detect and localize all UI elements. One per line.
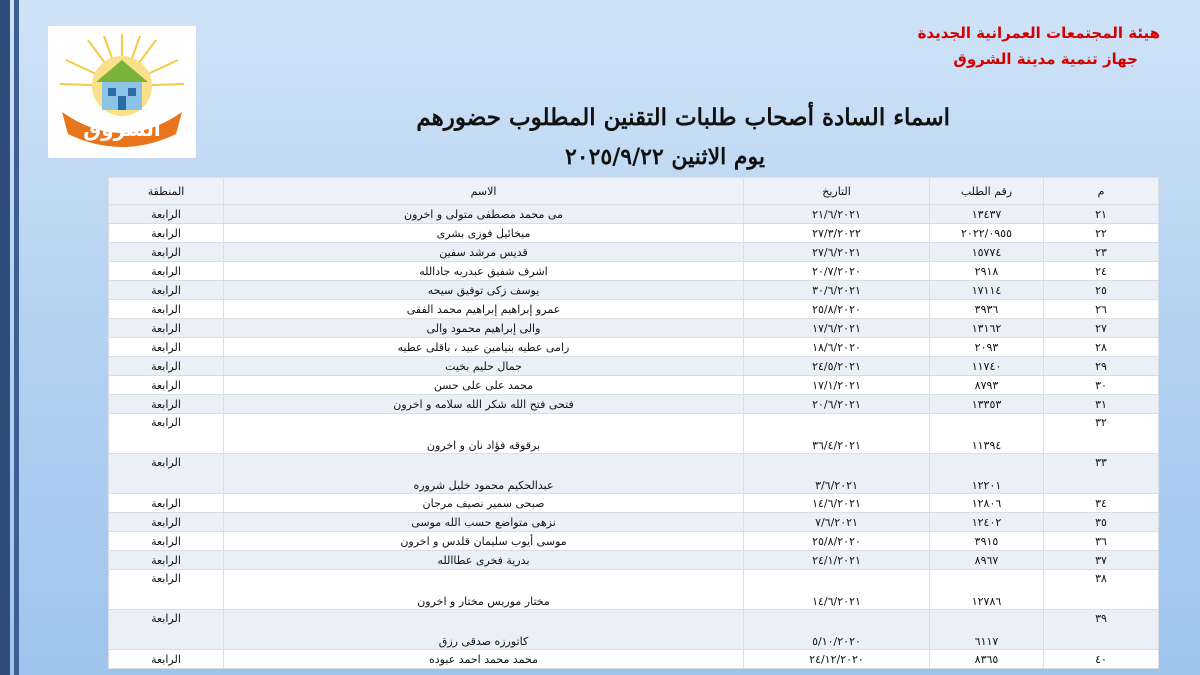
cell-serial: ٣٩: [1044, 610, 1159, 650]
cell-serial: ٣١: [1044, 395, 1159, 414]
cell-serial: ٣٦: [1044, 532, 1159, 551]
cell-name: محمد محمد احمد عبوده: [224, 650, 744, 669]
cell-serial: ٣٧: [1044, 551, 1159, 570]
cell-serial: ٢٦: [1044, 300, 1159, 319]
cell-region: الرابعة: [109, 551, 224, 570]
cell-request-number: ١٢٨٠٦: [930, 494, 1044, 513]
cell-name: يوسف زكى توفيق سيحه: [224, 281, 744, 300]
cell-request-number: ٨٧٩٣: [930, 376, 1044, 395]
cell-name: عمرو إبراهيم إبراهيم محمد الفقى: [224, 300, 744, 319]
cell-name: كاتورزه صدقى رزق: [224, 610, 744, 650]
table-row: [109, 319, 1159, 338]
cell-date: ٢٧/٣/٢٠٢٢: [744, 224, 930, 243]
cell-request-number: ٢٠٩٣: [930, 338, 1044, 357]
header-name: الاسم: [224, 178, 744, 205]
table-row: [109, 262, 1159, 281]
page-subtitle-date: يوم الاثنين ٢٠٢٥/٩/٢٢: [564, 144, 765, 170]
cell-serial: ٣٠: [1044, 376, 1159, 395]
city-logo: [48, 26, 196, 158]
cell-region: الرابعة: [109, 262, 224, 281]
cell-date: ١٧/٦/٢٠٢١: [744, 319, 930, 338]
cell-region: الرابعة: [109, 610, 224, 650]
cell-request-number: ١٢٤٠٢: [930, 513, 1044, 532]
table-row: [109, 513, 1159, 532]
cell-request-number: ١٣٣٥٣: [930, 395, 1044, 414]
cell-name: جمال حليم بخيت: [224, 357, 744, 376]
cell-name: بدرية فخرى عطاالله: [224, 551, 744, 570]
cell-name: صبحى سمير نصيف مرجان: [224, 494, 744, 513]
cell-serial: ٣٤: [1044, 494, 1159, 513]
cell-request-number: ٣٩٣٦: [930, 300, 1044, 319]
cell-region: الرابعة: [109, 300, 224, 319]
cell-serial: ٢٧: [1044, 319, 1159, 338]
cell-request-number: ١٢٢٠١: [930, 454, 1044, 494]
cell-request-number: ١٢٧٨٦: [930, 570, 1044, 610]
cell-serial: ٢٨: [1044, 338, 1159, 357]
cell-date: ١٤/٦/٢٠٢١: [744, 570, 930, 610]
cell-date: ٢١/٦/٢٠٢١: [744, 205, 930, 224]
cell-name: والى إبراهيم محمود والى: [224, 319, 744, 338]
cell-request-number: ١٣٤٣٧: [930, 205, 1044, 224]
cell-serial: ٢٣: [1044, 243, 1159, 262]
cell-region: الرابعة: [109, 650, 224, 669]
table-row: [109, 300, 1159, 319]
cell-request-number: ٨٩٦٧: [930, 551, 1044, 570]
table-row: [109, 494, 1159, 513]
cell-date: ٢٠/٧/٢٠٢٠: [744, 262, 930, 281]
cell-date: ٣٠/٦/٢٠٢١: [744, 281, 930, 300]
table-row: [109, 650, 1159, 669]
cell-name: عبدالحكيم محمود خليل شروره: [224, 454, 744, 494]
cell-date: ٥/١٠/٢٠٢٠: [744, 610, 930, 650]
cell-serial: ٣٥: [1044, 513, 1159, 532]
table-row: [109, 610, 1159, 650]
cell-region: الرابعة: [109, 513, 224, 532]
cell-name: قديس مرشد سفين: [224, 243, 744, 262]
table-row: [109, 414, 1159, 454]
cell-date: ٢٥/٨/٢٠٢٠: [744, 300, 930, 319]
cell-region: الرابعة: [109, 376, 224, 395]
table-header-row: [109, 178, 1159, 205]
cell-serial: ٢٥: [1044, 281, 1159, 300]
logo-text: الشروق: [83, 117, 161, 141]
cell-serial: ٣٨: [1044, 570, 1159, 610]
cell-date: ٢٠/٦/٢٠٢١: [744, 395, 930, 414]
cell-request-number: ٣٩١٥: [930, 532, 1044, 551]
cell-date: ٢٤/٥/٢٠٢١: [744, 357, 930, 376]
cell-serial: ٢٩: [1044, 357, 1159, 376]
table-row: [109, 205, 1159, 224]
table-row: [109, 281, 1159, 300]
cell-name: اشرف شفيق عبدربه جادالله: [224, 262, 744, 281]
cell-request-number: ١١٧٤٠: [930, 357, 1044, 376]
cell-request-number: ١٥٧٧٤: [930, 243, 1044, 262]
cell-name: مى محمد مصطفى متولى و اخرون: [224, 205, 744, 224]
cell-name: نزهى متواضع حسب الله موسى: [224, 513, 744, 532]
org-branch: جهاز تنمية مدينة الشروق: [953, 50, 1138, 68]
cell-request-number: ١٣١٦٢: [930, 319, 1044, 338]
cell-request-number: ٨٣٦٥: [930, 650, 1044, 669]
cell-region: الرابعة: [109, 454, 224, 494]
cell-region: الرابعة: [109, 570, 224, 610]
cell-name: رامى عطيه بنيامين عبيد ، باقلى عطيه: [224, 338, 744, 357]
table-row: [109, 376, 1159, 395]
cell-serial: ٢٢: [1044, 224, 1159, 243]
cell-date: ٢٧/٦/٢٠٢١: [744, 243, 930, 262]
cell-date: ٧/٦/٢٠٢١: [744, 513, 930, 532]
applicants-table: [108, 177, 1159, 669]
cell-name: ميخائيل فوزى بشرى: [224, 224, 744, 243]
cell-request-number: ٢٩١٨: [930, 262, 1044, 281]
cell-region: الرابعة: [109, 357, 224, 376]
cell-region: الرابعة: [109, 395, 224, 414]
cell-region: الرابعة: [109, 494, 224, 513]
cell-region: الرابعة: [109, 224, 224, 243]
cell-serial: ٣٢: [1044, 414, 1159, 454]
cell-region: الرابعة: [109, 319, 224, 338]
table-row: [109, 395, 1159, 414]
cell-date: ٢٤/١/٢٠٢١: [744, 551, 930, 570]
cell-region: الرابعة: [109, 414, 224, 454]
cell-date: ١٧/١/٢٠٢١: [744, 376, 930, 395]
header-region: المنطقة: [109, 178, 224, 205]
cell-region: الرابعة: [109, 205, 224, 224]
cell-request-number: ١٧١١٤: [930, 281, 1044, 300]
table-row: [109, 532, 1159, 551]
cell-request-number: ١١٣٩٤: [930, 414, 1044, 454]
table-row: [109, 570, 1159, 610]
table-row: [109, 551, 1159, 570]
cell-region: الرابعة: [109, 243, 224, 262]
cell-name: فتحى فتح الله شكر الله سلامه و اخرون: [224, 395, 744, 414]
cell-date: ٣٦/٤/٢٠٢١: [744, 414, 930, 454]
table-row: [109, 243, 1159, 262]
cell-name: موسى أيوب سليمان قلدس و اخرون: [224, 532, 744, 551]
page-title: اسماء السادة أصحاب طلبات التقنين المطلوب حضورهم: [416, 104, 950, 131]
cell-date: ٣/٦/٢٠٢١: [744, 454, 930, 494]
cell-date: ٢٤/١٢/٢٠٢٠: [744, 650, 930, 669]
cell-date: ١٨/٦/٢٠٢٠: [744, 338, 930, 357]
cell-region: الرابعة: [109, 281, 224, 300]
decor-arrows: [0, 0, 40, 675]
cell-region: الرابعة: [109, 338, 224, 357]
cell-serial: ٢٤: [1044, 262, 1159, 281]
header-serial: م: [1044, 178, 1159, 205]
cell-name: برقوقه فؤاد نان و اخرون: [224, 414, 744, 454]
cell-request-number: ٢٠٢٢/٠٩٥٥: [930, 224, 1044, 243]
table-row: [109, 224, 1159, 243]
cell-serial: ٢١: [1044, 205, 1159, 224]
cell-date: ١٤/٦/٢٠٢١: [744, 494, 930, 513]
table-row: [109, 357, 1159, 376]
cell-serial: ٣٣: [1044, 454, 1159, 494]
organization-header: [918, 20, 1160, 72]
city-logo-icon: [48, 26, 196, 158]
header-request-number: رقم الطلب: [930, 178, 1044, 205]
cell-name: محمد على على حسن: [224, 376, 744, 395]
cell-request-number: ٦١١٧: [930, 610, 1044, 650]
table-row: [109, 454, 1159, 494]
org-name: هيئة المجتمعات العمرانية الجديدة: [917, 24, 1160, 42]
cell-serial: ٤٠: [1044, 650, 1159, 669]
header-date: التاريخ: [744, 178, 930, 205]
cell-date: ٢٥/٨/٢٠٢٠: [744, 532, 930, 551]
cell-region: الرابعة: [109, 532, 224, 551]
cell-name: مختار موريس مختار و اخرون: [224, 570, 744, 610]
table-row: [109, 338, 1159, 357]
